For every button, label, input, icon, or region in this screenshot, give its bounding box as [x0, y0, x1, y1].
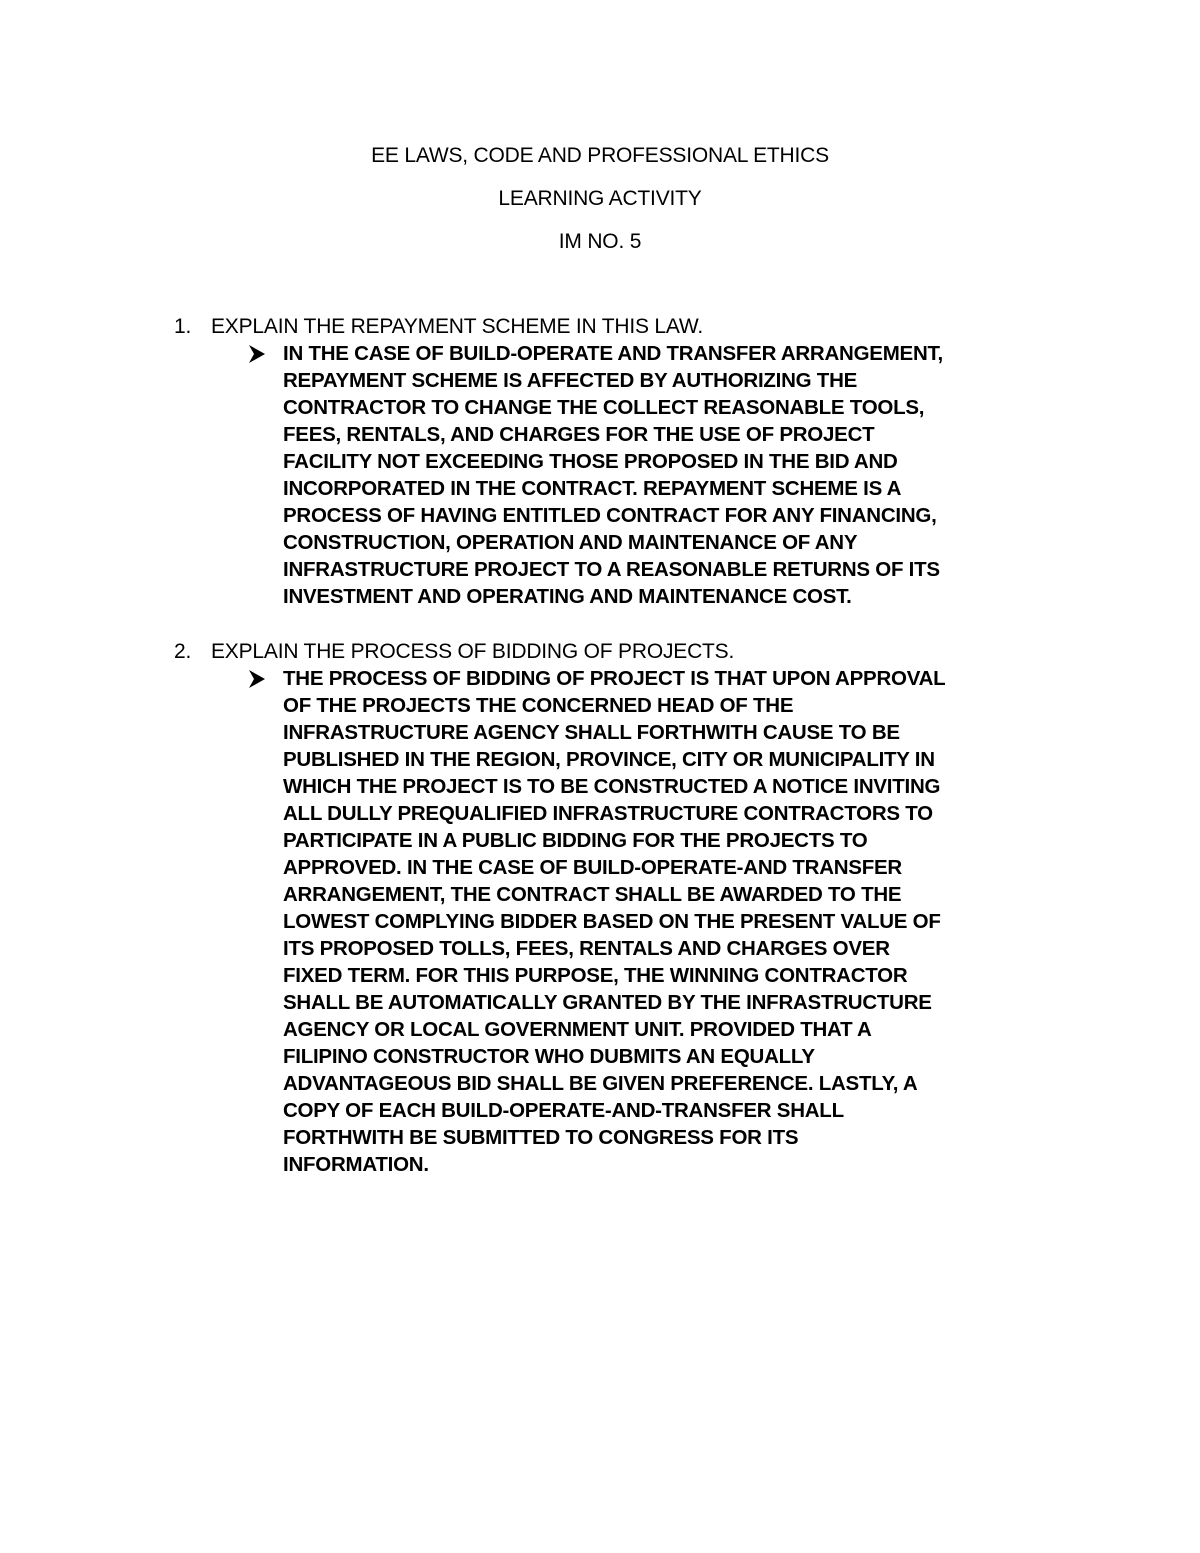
question-2-number: 2. — [174, 640, 192, 663]
answer-2-line: COPY OF EACH BUILD-OPERATE-AND-TRANSFER SHALL — [283, 1099, 844, 1122]
question-1-text: EXPLAIN THE REPAYMENT SCHEME IN THIS LAW. — [211, 315, 704, 338]
answer-1-line: CONSTRUCTION, OPERATION AND MAINTENANCE OF ANY — [283, 531, 858, 554]
answer-2-line: THE PROCESS OF BIDDING OF PROJECT IS THAT UPON APPROVAL — [283, 667, 946, 690]
answer-1-line: INFRASTRUCTURE PROJECT TO A REASONABLE RETURNS OF ITS — [283, 558, 940, 581]
answer-1-line: FACILITY NOT EXCEEDING THOSE PROPOSED IN THE BID AND — [283, 450, 898, 473]
answer-2-line: INFRASTRUCTURE AGENCY SHALL FORTHWITH CAUSE TO BE — [283, 721, 900, 744]
answer-2-line: ADVANTAGEOUS BID SHALL BE GIVEN PREFERENCE. LASTLY, A — [283, 1072, 918, 1095]
im-number: IM NO. 5 — [558, 230, 642, 253]
answer-1-line: IN THE CASE OF BUILD-OPERATE AND TRANSFER ARRANGEMENT, — [283, 342, 943, 365]
question-1-number: 1. — [174, 315, 192, 338]
answer-2-line: SHALL BE AUTOMATICALLY GRANTED BY THE INFRASTRUCTURE — [283, 991, 932, 1014]
question-2 — [174, 640, 734, 664]
answer-2 — [283, 665, 1083, 1178]
answer-1-line: INCORPORATED IN THE CONTRACT. REPAYMENT SCHEME IS A — [283, 477, 902, 500]
answer-2-line: WHICH THE PROJECT IS TO BE CONSTRUCTED A NOTICE INVITING — [283, 775, 941, 798]
answer-1-line: PROCESS OF HAVING ENTITLED CONTRACT FOR ANY FINANCING, — [283, 504, 937, 527]
answer-2-line: PARTICIPATE IN A PUBLIC BIDDING FOR THE PROJECTS TO — [283, 829, 868, 852]
answer-2-line: FILIPINO CONSTRUCTOR WHO DUBMITS AN EQUALLY — [283, 1045, 815, 1068]
activity-title: LEARNING ACTIVITY — [498, 187, 702, 210]
answer-2-line: PUBLISHED IN THE REGION, PROVINCE, CITY OR MUNICIPALITY IN — [283, 748, 935, 771]
answer-1-line: CONTRACTOR TO CHANGE THE COLLECT REASONABLE TOOLS, — [283, 396, 925, 419]
question-2-text: EXPLAIN THE PROCESS OF BIDDING OF PROJECTS. — [211, 640, 735, 663]
arrowhead-bullet-icon — [246, 668, 268, 690]
course-title: EE LAWS, CODE AND PROFESSIONAL ETHICS — [371, 144, 829, 167]
answer-2-line: OF THE PROJECTS THE CONCERNED HEAD OF THE — [283, 694, 794, 717]
answer-2-line: AGENCY OR LOCAL GOVERNMENT UNIT. PROVIDED THAT A — [283, 1018, 872, 1041]
answer-1-line: REPAYMENT SCHEME IS AFFECTED BY AUTHORIZING THE — [283, 369, 858, 392]
answer-1 — [283, 340, 1083, 610]
answer-2-line: LOWEST COMPLYING BIDDER BASED ON THE PRESENT VALUE OF — [283, 910, 941, 933]
question-1 — [174, 315, 703, 339]
answer-2-line: FORTHWITH BE SUBMITTED TO CONGRESS FOR ITS — [283, 1126, 799, 1149]
answer-2-line: APPROVED. IN THE CASE OF BUILD-OPERATE-AND TRANSFER — [283, 856, 902, 879]
answer-1-line: INVESTMENT AND OPERATING AND MAINTENANCE COST. — [283, 585, 852, 608]
answer-2-line: ALL DULLY PREQUALIFIED INFRASTRUCTURE CONTRACTORS TO — [283, 802, 933, 825]
answer-2-line: ARRANGEMENT, THE CONTRACT SHALL BE AWARDED TO THE — [283, 883, 902, 906]
answer-2-line: FIXED TERM. FOR THIS PURPOSE, THE WINNING CONTRACTOR — [283, 964, 908, 987]
arrowhead-bullet-icon — [246, 343, 268, 365]
answer-2-line: INFORMATION. — [283, 1153, 429, 1176]
answer-1-line: FEES, RENTALS, AND CHARGES FOR THE USE OF PROJECT — [283, 423, 875, 446]
answer-2-line: ITS PROPOSED TOLLS, FEES, RENTALS AND CHARGES OVER — [283, 937, 890, 960]
